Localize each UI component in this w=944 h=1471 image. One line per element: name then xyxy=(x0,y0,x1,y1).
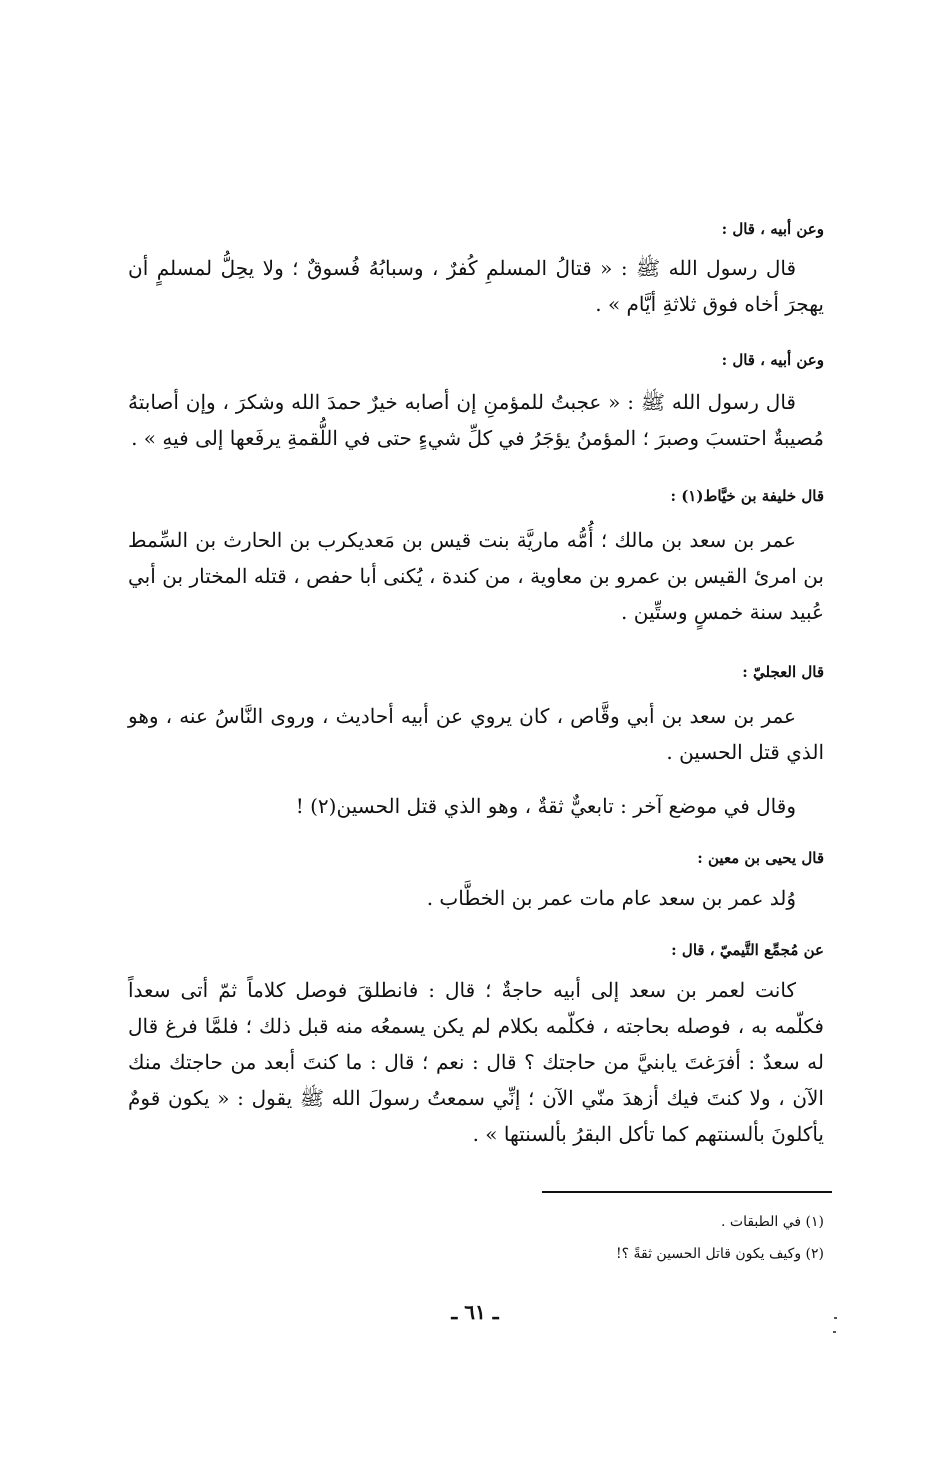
scan-speck xyxy=(833,1331,836,1333)
section-heading: وعن أبيه ، قال : xyxy=(721,220,824,238)
section-heading: وعن أبيه ، قال : xyxy=(721,351,824,369)
footnote: (١) في الطبقات . xyxy=(720,1214,824,1230)
biography-paragraph: عمر بن سعد بن أبي وقَّاص ، كان يروي عن أبيه أحاديث ، وروى النَّاسُ عنه ، وهو الذي قتل الحسين . xyxy=(128,704,824,764)
scan-speck xyxy=(834,1317,837,1319)
biography-paragraph: وُلد عمر بن سعد عام مات عمر بن الخطَّاب . xyxy=(426,886,796,910)
section-heading: قال خليفة بن خيَّاط(١) : xyxy=(670,487,824,505)
page-number: ـ ٦١ ـ xyxy=(451,1300,499,1324)
section-heading: عن مُجمِّع التَّيميّ ، قال : xyxy=(671,941,824,959)
additional-quote: وقال في موضع آخر : تابعيٌّ ثقةٌ ، وهو الذي قتل الحسين(٢) ! xyxy=(295,794,796,818)
footnote: (٢) وكيف يكون قاتل الحسين ثقةً ؟! xyxy=(615,1246,824,1262)
narration-paragraph: كانت لعمر بن سعد إلى أبيه حاجةٌ ؛ قال : فانطلقَ فوصل كلاماً ثمّ أتى سعداً فكلّمه به ، فوصله بحاجته ، فكلّمه بكلام لم يكن يسمعُه منه قبل ذلك ؛ فلمَّا فرغ قال له سعدٌ : أفرَغتَ يابنيَّ من حاجتك ؟ قال : نعم ؛ قال : ما كنتَ أبعد من حاجتك منك الآن ، ولا كنتَ فيك أزهدَ منّي الآن ؛ إنِّي سمعتُ رسولَ الله ﷺ يقول : « يكون قومٌ يأكلونَ بألسنتهم كما تأكل البقرُ بألسنتها » . xyxy=(128,978,824,1146)
hadith-paragraph: قال رسول الله ﷺ : « قتالُ المسلمِ كُفرٌ ، وسبابُهُ فُسوقٌ ؛ ولا يحِلُّ لمسلمٍ أن يهجرَ أخاه فوق ثلاثةِ أيَّام » . xyxy=(128,256,824,316)
section-heading: قال العجليّ : xyxy=(742,663,824,681)
biography-paragraph: عمر بن سعد بن مالك ؛ أُمُّه ماريَّة بنت قيس بن مَعديكرب بن الحارث بن السِّمط بن امرئ القيس بن عمرو بن معاوية ، من كندة ، يُكنى أبا حفص ، قتله المختار بن أبي عُبيد سنة خمسٍ وستِّين . xyxy=(128,528,824,624)
section-heading: قال يحيى بن معين : xyxy=(697,849,824,867)
hadith-paragraph: قال رسول الله ﷺ : « عجبتُ للمؤمنِ إن أصابه خيرٌ حمدَ الله وشكرَ ، وإن أصابتهُ مُصيبةٌ احتسبَ وصبرَ ؛ المؤمنُ يؤجَرُ في كلِّ شيءٍ حتى في اللُّقمةِ يرفَعها إلى فيهِ » . xyxy=(128,390,824,450)
footnote-divider xyxy=(542,1191,832,1193)
